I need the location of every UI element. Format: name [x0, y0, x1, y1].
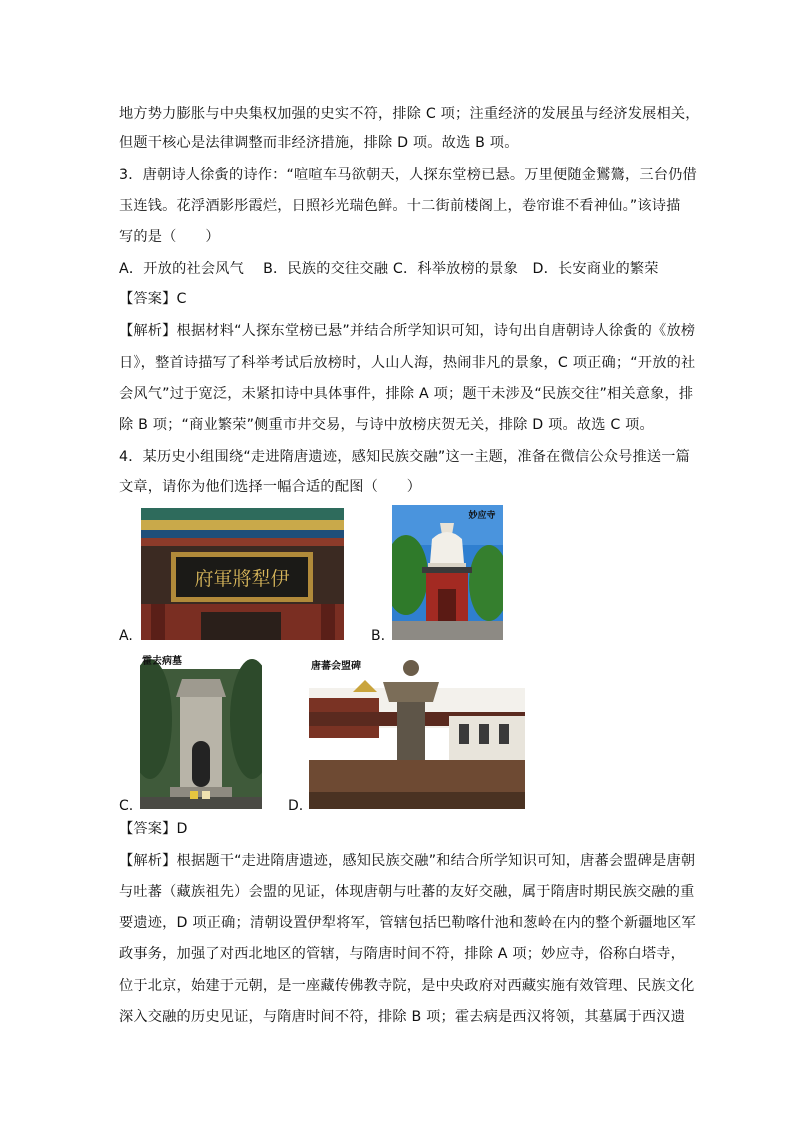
text-line: 写的是（ ）: [119, 229, 220, 245]
option-b-label: B.: [371, 628, 386, 644]
image-c-caption: 霍去病墓: [142, 656, 182, 667]
image-c-huo-qubing-tomb: [140, 649, 262, 809]
text-line: 与吐蕃（藏族祖先）会盟的见证，体现唐朝与吐蕃的友好交融，属于隋唐时期民族交融的重: [119, 884, 695, 900]
analysis-text: 【解析】根据材料“人探东堂榜已悬”并结合所学知识可知，诗句出自唐朝诗人徐夤的《放榜: [119, 323, 696, 339]
text-line: 深入交融的历史见证，与隋唐时间不符，排除 B 项；霍去病是西汉将领，其墓属于西汉遗: [119, 1009, 686, 1025]
text-line: 玉连钱。花浮酒影彤霞烂，日照衫光瑞色鲜。十二街前楼阁上，卷帘谁不看神仙。”该诗描: [119, 198, 681, 214]
text-line: 要遗迹，D 项正确；清朝设置伊犁将军，管辖包括巴勒喀什池和葱岭在内的整个新疆地区军: [119, 915, 696, 931]
analysis-text: 【解析】根据题干“走进隋唐遗迹，感知民族交融”和结合所学知识可知，唐蕃会盟碑是唐朝: [119, 853, 696, 869]
image-b-caption: 妙应寺: [468, 511, 496, 521]
text-line: 地方势力膨胀与中央集权加强的史实不符，排除 C 项；注重经济的发展虽与经济发展相关，: [119, 106, 700, 122]
answer-label: 【答案】C: [119, 291, 187, 307]
option-a-label: A.: [119, 628, 133, 644]
question-3-stem: 3．唐朝诗人徐夤的诗作：“喧喧车马欲朝天，人探东堂榜已悬。万里便随金鸑鷟，三台仍借: [119, 167, 697, 183]
image-d-tang-tubo-alliance-stele: [309, 652, 525, 809]
plaque-text: 府軍將犁伊: [194, 568, 290, 590]
text-line: 位于北京，始建于元朝，是一座藏传佛教寺院，是中央政府对西藏实施有效管理、民族文化: [119, 978, 695, 994]
text-line: 文章，请你为他们选择一幅合适的配图（ ）: [119, 479, 422, 495]
image-d-caption: 唐蕃会盟碑: [311, 661, 361, 672]
option-c-label: C.: [119, 798, 134, 814]
answer-label: 【答案】D: [119, 821, 188, 837]
text-line: 会风气”过于宽泛，未紧扣诗中具体事件，排除 A 项；题干未涉及“民族交往”相关意象，排: [119, 386, 694, 402]
image-a-ili-general-plaque: [141, 508, 344, 640]
text-line: 除 B 项；“商业繁荣”侧重市井交易，与诗中放榜庆贺无关，排除 D 项。故选 C 项。: [119, 417, 654, 433]
text-line: 但题干核心是法律调整而非经济措施，排除 D 项。故选 B 项。: [119, 135, 519, 151]
question-4-stem: 4．某历史小组围绕“走进隋唐遗迹，感知民族交融”这一主题，准备在微信公众号推送一篇: [119, 449, 691, 465]
image-b-miaoying-temple: [392, 505, 503, 640]
option-d-label: D.: [288, 798, 304, 814]
text-line: 政事务，加强了对西北地区的管辖，与隋唐时间不符，排除 A 项；妙应寺，俗称白塔寺，: [119, 946, 686, 962]
text-line: 日》，整首诗描写了科举考试后放榜时，人山人海，热闹非凡的景象，C 项正确；“开放的社: [119, 355, 696, 371]
question-3-options: A．开放的社会风气 B．民族的交往交融 C．科举放榜的景象 D．长安商业的繁荣: [119, 261, 659, 277]
